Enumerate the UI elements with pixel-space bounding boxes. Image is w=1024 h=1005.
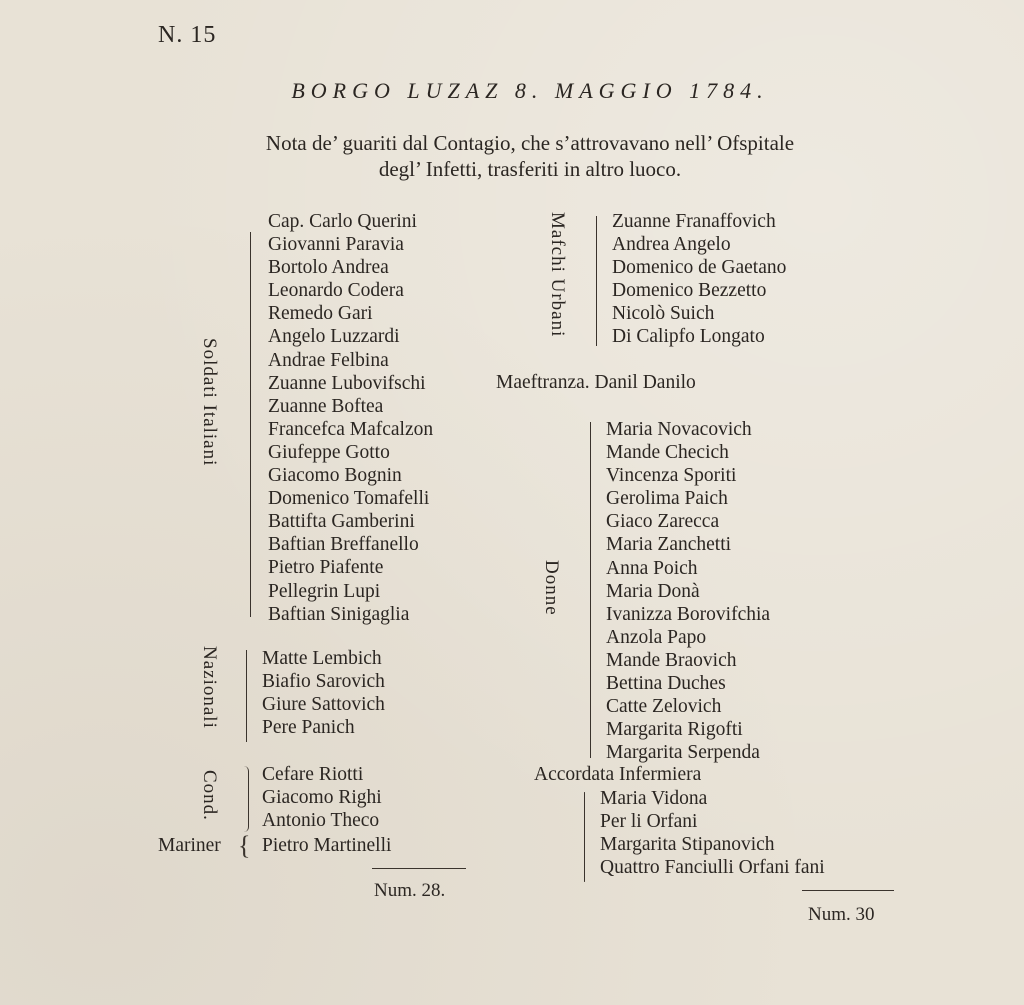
list-item: Maria Novacovich — [606, 419, 752, 440]
brace-nazionali — [246, 650, 247, 742]
brace-donne — [590, 422, 591, 758]
total-rule-left — [372, 868, 466, 869]
list-item: Ivanizza Borovifchia — [606, 603, 771, 625]
group-label-cond: Cond. — [199, 770, 220, 821]
document-header: BORGO LUZAZ 8. MAGGIO 1784. — [291, 78, 769, 103]
list-item: Domenico Bezzetto — [612, 280, 767, 302]
list-item: Per li Orfani — [600, 811, 698, 833]
group-label-soldati: Soldati Italiani — [199, 338, 220, 467]
subtitle-line-1: Nota de’ guariti dal Contagio, che s’attrovavano nell’ Ofspitale — [265, 131, 795, 155]
list-item: Margarita Rigofti — [606, 719, 743, 741]
list-item: Giaco Zarecca — [606, 511, 720, 533]
list-item: Maria Zanchetti — [606, 534, 732, 556]
brace-soldati — [250, 232, 251, 617]
list-maschi — [612, 210, 786, 349]
document-subtitle — [0, 130, 1024, 182]
group-label-mariner: Mariner — [158, 835, 221, 856]
list-item: Cefare Riotti — [262, 764, 364, 785]
list-item: Catte Zelovich — [606, 696, 722, 718]
brace-mariner: { — [238, 831, 251, 860]
list-item: Pere Panich — [262, 717, 355, 739]
list-item: Giovanni Paravia — [268, 234, 404, 256]
list-item: Anzola Papo — [606, 626, 707, 648]
list-item: Domenico Tomafelli — [268, 488, 430, 510]
list-item: Antonio Theco — [262, 810, 380, 832]
list-item: Mande Braovich — [606, 649, 737, 671]
list-item: Vincenza Sporiti — [606, 465, 737, 487]
list-item: Matte Lembich — [262, 648, 382, 669]
list-nazionali — [262, 647, 385, 739]
accordata-line: Accordata Infermiera — [534, 764, 702, 785]
list-item: Maria Vidona — [600, 788, 708, 809]
list-item: Angelo Luzzardi — [268, 326, 400, 348]
list-item: Cap. Carlo Querini — [268, 211, 417, 232]
list-cond — [262, 763, 382, 832]
list-item: Francefca Mafcalzon — [268, 418, 434, 440]
document-number: N. 15 — [158, 22, 217, 48]
list-item: Di Calipfo Longato — [612, 326, 765, 348]
list-item: Zuanne Boftea — [268, 395, 384, 417]
list-item: Giufeppe Gotto — [268, 441, 390, 463]
list-item: Domenico de Gaetano — [612, 257, 787, 279]
list-item: Bortolo Andrea — [268, 257, 389, 279]
group-label-maschi: Mafchi Urbani — [547, 212, 568, 338]
list-item: Zuanne Lubovifschi — [268, 372, 426, 394]
list-item: Pietro Martinelli — [262, 835, 392, 856]
brace-orfani — [584, 792, 589, 882]
list-orfani — [600, 787, 825, 879]
list-item: Margarita Stipanovich — [600, 834, 775, 856]
maestranza-line: Maeftranza. Danil Danilo — [496, 372, 696, 393]
list-item: Maria Donà — [606, 580, 700, 602]
list-soldati — [268, 210, 433, 626]
total-rule-right — [802, 890, 894, 891]
list-item: Giure Sattovich — [262, 694, 385, 716]
list-item: Pietro Piafente — [268, 557, 384, 579]
list-item: Gerolima Paich — [606, 488, 728, 510]
brace-cond — [244, 766, 249, 832]
list-item: Baftian Breffanello — [268, 534, 419, 556]
list-item: Anna Poich — [606, 557, 698, 579]
list-item: Pellegrin Lupi — [268, 580, 381, 602]
list-item: Margarita Serpenda — [606, 742, 760, 764]
list-item: Andrae Felbina — [268, 349, 389, 371]
list-item: Mande Checich — [606, 442, 729, 464]
list-item: Baftian Sinigaglia — [268, 603, 410, 625]
total-left: Num. 28. — [374, 880, 446, 901]
list-item: Bettina Duches — [606, 673, 726, 695]
group-label-donne: Donne — [541, 560, 562, 616]
list-item: Leonardo Codera — [268, 280, 404, 302]
list-item: Giacomo Bognin — [268, 465, 402, 487]
list-item: Zuanne Franaffovich — [612, 211, 776, 232]
list-item: Nicolò Suich — [612, 303, 715, 325]
total-right: Num. 30 — [808, 904, 875, 925]
list-item: Remedo Gari — [268, 303, 373, 325]
list-item: Battifta Gamberini — [268, 511, 415, 533]
subtitle-line-2: degl’ Infetti, trasferiti in altro luoco. — [378, 157, 682, 181]
list-item: Quattro Fanciulli Orfani fani — [600, 857, 825, 879]
group-label-nazionali: Nazionali — [199, 646, 220, 729]
brace-maschi — [596, 216, 597, 346]
list-item: Andrea Angelo — [612, 234, 731, 256]
list-item: Biafio Sarovich — [262, 671, 385, 693]
list-donne — [606, 418, 770, 764]
list-item: Giacomo Righi — [262, 787, 382, 809]
